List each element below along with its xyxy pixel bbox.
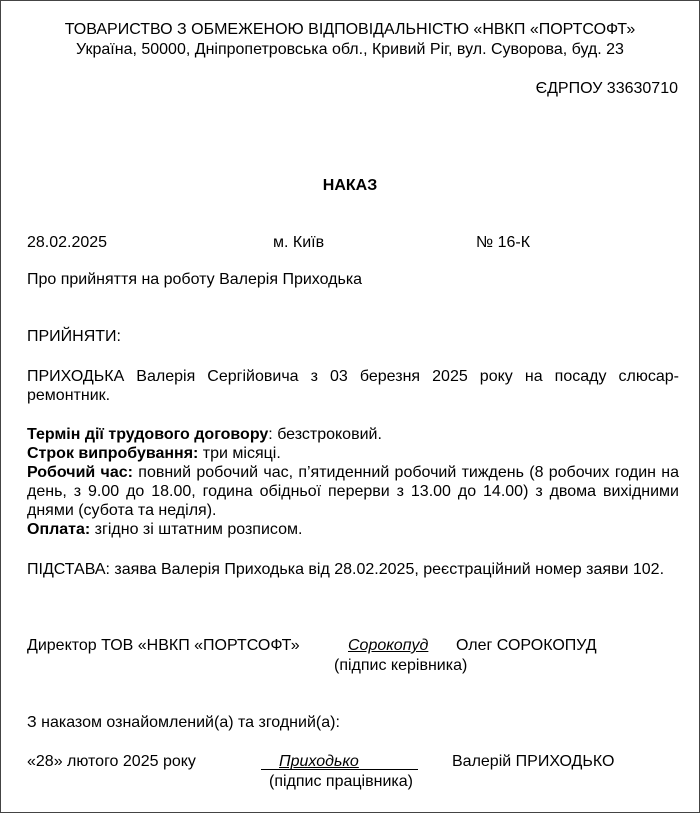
director-signature-caption: (підпис керівника) [334,657,468,674]
payment-value: згідно зі штатним розписом. [90,521,303,538]
work-time [27,463,679,520]
acknowledgement-text: З наказом ознайомлений(а) та згодний(а): [27,714,340,731]
payment-label: Оплата: [27,521,91,538]
employee-signature: Приходько [279,753,359,770]
employee-name: Валерій ПРИХОДЬКО [452,753,615,770]
contract-term [27,425,679,444]
order-number: № 16-К [476,234,531,251]
company-name: ТОВАРИСТВО З ОБМЕЖЕНОЮ ВІДПОВІДАЛЬНІСТЮ «НВКП «ПОРТСОФТ» [64,21,636,38]
acknowledgement-date: «28» лютого 2025 року [27,753,196,770]
basis-text: ПІДСТАВА: заява Валерія Приходька від 28.02.2025, реєстраційний номер заяви 102. [27,561,665,578]
contract-term-label: Термін дії трудового договору [27,426,269,443]
director-signature: Сорокопуд [348,637,429,654]
order-date: 28.02.2025 [27,234,108,251]
edrpou-code: ЄДРПОУ 33630710 [535,80,678,97]
payment [27,520,679,539]
probation-value: три місяці. [198,445,281,462]
order-text: ПРИХОДЬКА Валерія Сергійовича з 03 березня 2025 року на посаду слюсар-ремонтник. [27,368,679,404]
document-title: НАКАЗ [322,177,378,194]
contract-term-value: : безстроковий. [268,426,382,443]
order-subject: Про прийняття на роботу Валерія Приходька [27,271,363,288]
order-city: м. Київ [273,234,325,251]
probation-term [27,444,679,463]
company-address: Україна, 50000, Дніпропетровська обл., Кривий Ріг, вул. Суворова, буд. 23 [76,41,624,58]
director-position: Директор ТОВ «НВКП «ПОРТСОФТ» [27,637,300,654]
director-name: Олег СОРОКОПУД [456,637,597,654]
work-time-value: повний робочий час, п’ятиденний робочий тиждень (8 робочих годин на день, з 9.00 до 18.00, година обідньої перерви з 13.00 до 14.00) з двома вихідними днями (субота та неділя). [27,464,680,519]
work-time-label: Робочий час: [27,464,133,481]
terms-section [27,425,679,539]
employee-signature-caption: (підпис працівника) [269,773,413,790]
order-verb: ПРИЙНЯТИ: [27,328,121,345]
probation-label: Строк випробування: [27,445,199,462]
